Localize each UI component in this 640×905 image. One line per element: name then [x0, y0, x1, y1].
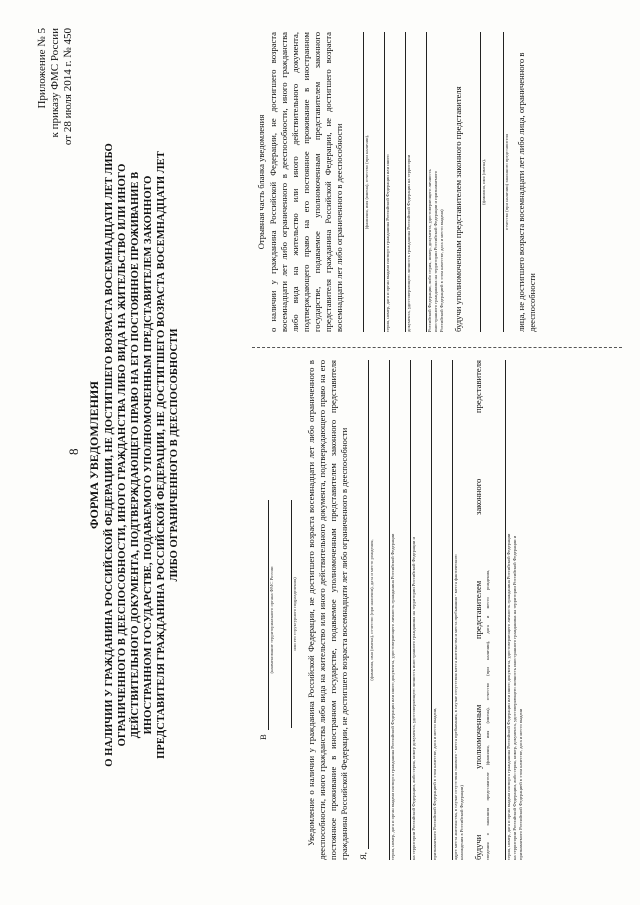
notification-form — [256, 360, 524, 860]
tear-name-field[interactable] — [351, 32, 364, 332]
representative-doc-field[interactable] — [493, 360, 506, 860]
tear-caption-foreign: Российской Федерации, либо серия, номер, документа, удостоверяющего личность — [427, 169, 432, 332]
applicant-territory-field[interactable] — [398, 360, 411, 860]
caption-name: (фамилия, имя (имена), отчество (при наличии), дата и место рождения, — [369, 539, 374, 681]
tear-foreign-field[interactable] — [414, 32, 427, 332]
appendix-line-3: от 28 июля 2014 г. № 450 — [62, 28, 74, 146]
tear-representative-patronymic-field[interactable] — [491, 32, 504, 332]
tear-off-part — [256, 32, 538, 332]
appendix-line-1: Приложение № 5 — [36, 28, 48, 109]
tear-caption-foreign2: иностранного гражданина на территории Российской Федерации и признаваемого — [433, 170, 438, 332]
tear-caption-doc: документа, удостоверяющего личность гражданина Российской Федерации на территории — [406, 154, 411, 332]
tear-caption-name: (фамилия, имя (имена), отчество (при наличии), — [364, 134, 369, 230]
title-line-6: ПРЕДСТАВИТЕЛЯ ГРАЖДАНИНА РОССИЙСКОЙ ФЕДЕРАЦИИ, НЕ ДОСТИГШЕГО ВОЗРАСТА ВОСЕМНАДЦАТИ ЛЕТ — [156, 151, 167, 759]
title-line-4: ДЕЙСТВИТЕЛЬНОГО ДОКУМЕНТА, ПОДТВЕРЖДАЮЩЕГО ПРАВО НА ЕГО ПОСТОЯННОЕ ПРОЖИВАНИЕ В — [130, 171, 141, 739]
applicant-recognized-field[interactable] — [419, 360, 432, 860]
tear-heading: Отрывная часть бланка уведомления — [256, 114, 266, 250]
appendix-reference — [36, 28, 75, 228]
caption-location: нахождения в Российской Федерации) — [459, 785, 464, 860]
tear-doc-field[interactable] — [393, 32, 406, 332]
tear-caption-info: отчество (при наличии) законного представителя — [504, 133, 509, 231]
tear-person: лица, не достигшего возраста восемнадцати лет либо лица, ограниченного в дееспособности — [516, 52, 537, 332]
form-title — [88, 60, 181, 850]
appendix-line-2: к приказу ФМС России — [49, 28, 61, 138]
being-label: будучи — [473, 834, 483, 860]
tear-off-divider — [252, 347, 622, 348]
legal-label: законного — [473, 478, 483, 516]
caption-info: сведения о законном представителе (фамилия, имя (имена), отчество (при наличии), дата и место рождения, — [485, 569, 490, 860]
i-label: Я, — [358, 852, 368, 860]
caption-recognized: признаваемого Российской Федерацией в этом качестве, дата и место выдачи, — [432, 707, 437, 860]
caption-passport: серия, номер, дата и орган выдачи паспорта гражданина Российской Федерации или иного документа, удостоверяющего личность гражданина Российской Федерации — [390, 533, 395, 860]
authorized-label: уполномоченным — [473, 704, 483, 769]
rotated-sheet — [28, 20, 628, 880]
authority-subdivision-field[interactable] — [279, 500, 292, 728]
caption-territory: на территории Российской Федерации, либо серия, номер документа, удостоверяющего личность иностранного гражданина на территории Российской Федерации и — [411, 537, 416, 860]
tear-passport-field[interactable] — [372, 32, 385, 332]
title-line-5: ИНОСТРАННОМ ГОСУДАРСТВЕ, ПОДАВАЕМОГО УПОЛНОМОЧЕННЫМ ПРЕДСТАВИТЕЛЕМ ЗАКОННОГО — [143, 175, 154, 735]
caption-doc4: признаваемого Российской Федерацией в этом качестве, дата и место выдачи — [518, 708, 523, 860]
tear-caption-recognized: Российской Федерацией в этом качестве, дата и место выдачи) — [439, 209, 444, 332]
authority-field[interactable] — [256, 500, 269, 730]
applicant-name-field[interactable] — [356, 360, 369, 849]
caption-doc3: на территории Российской Федерации, либо серия, номер, документа, удостоверяющего личность иностранного гражданина на территории Российской Федерации и — [512, 535, 517, 860]
tear-being: будучи уполномоченным представителем законного представителя — [453, 86, 463, 332]
applicant-address-field[interactable] — [440, 360, 453, 860]
form-heading: Уведомление о наличии у гражданина Российской Федерации, не достигшего возраста восемнадцати лет либо ограниченного в дееспособности, иного гражданства либо вида на жительство или иного действительного документа, подтверждающего право на его постоянное проживание в иностранном государстве, подаваемое уполномоченным представителем законного представителя гражданина Российской Федерации, не достигшего возраста восемнадцати лет либо ограниченного в дееспособности — [306, 360, 349, 860]
representative-label: представителем — [473, 580, 483, 639]
caption-doc2: серия, номер, дата и орган выдачи паспорта гражданина Российской Федерации или иного документа, удостоверяющего личность гражданина Российской Федерации — [506, 533, 511, 860]
representative2-label: представителя — [473, 360, 483, 413]
page-number: 8 — [66, 448, 81, 455]
title-line-2: О НАЛИЧИИ У ГРАЖДАНИНА РОССИЙСКОЙ ФЕДЕРАЦИИ, НЕ ДОСТИГШЕГО ВОЗРАСТА ВОСЕМНАДЦАТИ ЛЕТ ЛИБО — [104, 143, 115, 767]
to-label: В — [258, 734, 268, 740]
title-line-3: ОГРАНИЧЕННОГО В ДЕЕСПОСОБНОСТИ, ИНОГО ГРАЖДАНСТВА ЛИБО ВИДА НА ЖИТЕЛЬСТВО ИЛИ ИНОГО — [117, 163, 128, 747]
applicant-passport-field[interactable] — [377, 360, 390, 860]
authority-caption-1: (наименование территориального органа ФМС России — [269, 566, 274, 674]
caption-address: адрес места жительства, в случае отсутствия такового - места пребывания, в случае отсутствия места жительства и места пребывания - места фактического — [453, 554, 458, 860]
tear-body: о наличии у гражданина Российской Федерации, не достигшего возраста восемнадцати лет либо ограниченного в дееспособности, иного гражданства либо вида на жительство или иного действительного документа, подтверждающего право на его постоянное проживание в иностранном государстве, подаваемое уполномоченным представителем законного представителя гражданина Российской Федерации, не достигшего возраста восемнадцати лет либо ограниченного в дееспособности — [268, 32, 344, 332]
tear-representative-field[interactable] — [468, 32, 481, 332]
title-line-1: ФОРМА УВЕДОМЛЕНИЯ — [87, 381, 101, 529]
title-line-7: ЛИБО ОГРАНИЧЕННОГО В ДЕЕСПОСОБНОСТИ — [169, 328, 180, 582]
tear-caption-passport: серия, номер, дата и орган выдачи паспорта гражданина Российской Федерации или иного — [385, 154, 390, 332]
tear-caption-name2: (фамилия, имя (имена), — [481, 159, 486, 205]
authority-caption-2: или его структурного подразделения) — [292, 577, 297, 651]
